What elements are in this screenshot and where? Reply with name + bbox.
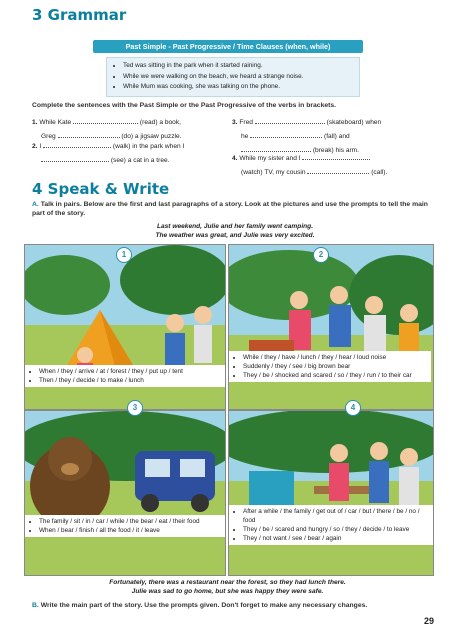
- grammar-banner: Past Simple - Past Progressive / Time Clauses (when, while): [93, 40, 363, 53]
- exercise-4: 4. While my sister and I (watch) TV, my cousin (call).: [232, 151, 437, 179]
- exercise-1: 1. While Kate (read) a book, Greg (do) a jigsaw puzzle.: [32, 115, 227, 143]
- answer-blank[interactable]: [73, 115, 138, 124]
- answer-blank[interactable]: [255, 115, 325, 124]
- answer-blank[interactable]: [41, 153, 109, 162]
- panel-3-prompts: • The family / sit / in / car / while / the bear / eat / their food • When / bear / finish / all the food / it / leave: [25, 515, 225, 537]
- grammar-heading: 3 Grammar: [32, 6, 127, 24]
- answer-blank[interactable]: [250, 129, 322, 138]
- bear-and-car-illustration: [25, 411, 225, 575]
- story-panel-4: [228, 410, 434, 576]
- answer-blank[interactable]: [307, 165, 369, 174]
- empty-campsite-illustration: [229, 411, 433, 575]
- panel-3-number: 3: [127, 400, 143, 416]
- instruction-b: B. Write the main part of the story. Use the prompts given. Don't forget to make any necessary changes.: [32, 602, 368, 609]
- exercise-3: 3. Fred (skateboard) when he (fall) and (break) his arm.: [232, 115, 432, 157]
- grammar-instruction: Complete the sentences with the Past Simple or the Past Progressive of the verbs in brackets.: [32, 102, 337, 109]
- story-panel-3: [24, 410, 226, 576]
- answer-blank[interactable]: [58, 129, 120, 138]
- story-panel-2: [228, 244, 434, 410]
- rule-1: • Ted was sitting in the park when it started raining.: [123, 61, 351, 72]
- rule-2: • While we were walking on the beach, we heard a strange noise.: [123, 72, 351, 83]
- page-number: 29: [424, 616, 435, 626]
- answer-blank[interactable]: [43, 139, 111, 148]
- story-panel-1: [24, 244, 226, 410]
- story-intro: Last weekend, Julie and her family went camping. The weather was great, and Julie was very excited.: [155, 223, 315, 239]
- panel-2-prompts: • While / they / have / lunch / they / hear / loud noise • Suddenly / they / see / big brown bear • They / be / shocked and scared / so / they / run / to their car: [229, 351, 431, 382]
- speak-write-heading: 4 Speak & Write: [32, 180, 170, 198]
- answer-blank[interactable]: [302, 151, 370, 160]
- instruction-a: A. Talk in pairs. Below are the first and last paragraphs of a story. Look at the pictures and use the prompts to tell the main part of the story.: [32, 201, 428, 217]
- panel-1-number: 1: [116, 247, 132, 263]
- family-running-illustration: [229, 245, 433, 409]
- panel-4-prompts: • After a while / the family / get out of / car / but / there / be / no / food • They / be / scared and hungry / so / they / decide / to leave • They / not want / see / bear / again: [229, 505, 433, 545]
- panel-4-number: 4: [345, 400, 361, 416]
- story-outro: Fortunately, there was a restaurant near the forest, so they had lunch there. Julie was sad to go home, but she was happy they were safe.: [109, 579, 346, 595]
- panel-2-number: 2: [313, 247, 329, 263]
- grammar-rules-box: [106, 57, 360, 97]
- rule-3: • While Mum was cooking, she was talking on the phone.: [123, 82, 351, 93]
- panel-1-prompts: • When / they / arrive / at / forest / they / put up / tent • Then / they / decide / to make / lunch: [25, 365, 225, 387]
- exercise-2: 2. I (walk) in the park when I (see) a cat in a tree.: [32, 139, 227, 167]
